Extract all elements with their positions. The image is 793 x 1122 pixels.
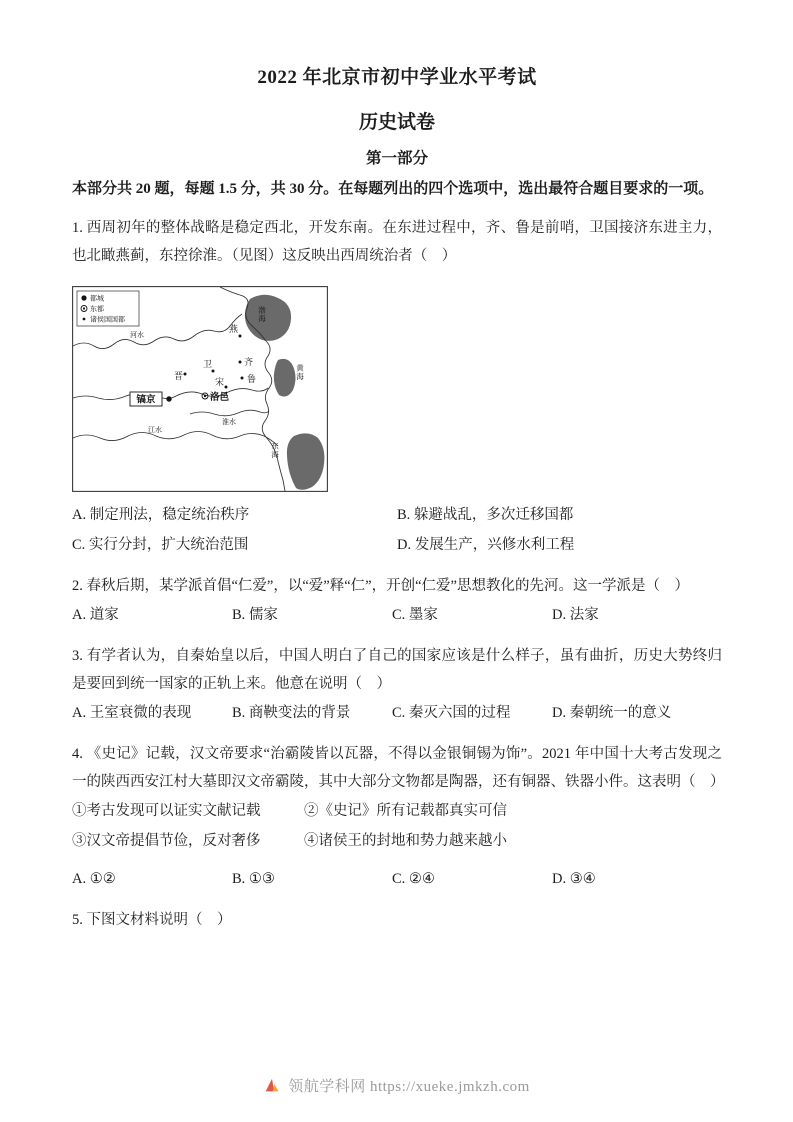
western-zhou-map: [72, 286, 722, 492]
question-2: [72, 572, 722, 630]
question-3-option-c: C. 秦灭六国的过程: [392, 705, 511, 721]
legend-capital-label: 都城: [90, 294, 104, 303]
question-4-option-c: C. ②④: [392, 871, 435, 887]
question-4: [72, 740, 725, 894]
huanghai-label: 黄海: [295, 364, 305, 381]
question-2-text: 2. 春秋后期，某学派首倡“仁爱”，以“爱”释“仁”，开创“仁爱”思想教化的先河。这一学派是（ ）: [72, 578, 689, 594]
question-5-text: 5. 下图文材料说明（ ）: [72, 912, 232, 928]
exam-subtitle: 历史试卷: [358, 112, 435, 133]
capital-symbol: [81, 295, 86, 300]
site-watermark-text[interactable]: 领航学科网 https://xueke.jmkzh.com: [288, 1079, 530, 1095]
question-1-text: 1. 西周初年的整体战略是稳定西北，开发东南。在东进过程中，齐、鲁是前哨，卫国接济东进主力，也北瞰燕蓟，东控徐淮。（见图）这反映出西周统治者（ ）: [72, 220, 722, 264]
bohai-label: 渤海: [257, 306, 267, 323]
yangtze-river-label: 江水: [148, 426, 162, 434]
question-4-statement-4: ④诸侯王的封地和势力越来越小: [304, 833, 507, 849]
question-4-statement-3: ③汉文帝提倡节俭，反对奢侈: [72, 833, 261, 849]
question-2-option-d: D. 法家: [552, 607, 599, 623]
map-legend: [77, 291, 139, 326]
qi-dot: [239, 361, 242, 364]
question-3-options: [72, 698, 722, 728]
jin-dot: [184, 373, 187, 376]
question-2-option-c: C. 墨家: [392, 607, 438, 623]
question-3-option-b: B. 商鞅变法的背景: [232, 705, 351, 721]
legend-vassal-label: 诸侯国国都: [90, 315, 125, 324]
question-4-option-a: A. ①②: [72, 871, 116, 887]
yellow-river-label: 河水: [130, 331, 144, 339]
map-image: [72, 286, 328, 492]
yan-label: 燕: [229, 324, 239, 334]
wei-label: 卫: [203, 359, 213, 369]
question-4-statement-2: ②《史记》所有记载都真实可信: [304, 803, 507, 819]
question-1: [72, 214, 722, 560]
luoyi-label: 洛邑: [210, 393, 230, 403]
wei-dot: [212, 370, 215, 373]
site-logo-icon: [263, 1077, 281, 1095]
lu-dot: [241, 377, 244, 380]
question-1-option-a: A. 制定刑法，稳定统治秩序: [72, 507, 250, 523]
question-3-text: 3. 有学者认为，自秦始皇以后，中国人明白了自己的国家应该是什么样子，虽有曲折，历史大势终归是要回到统一国家的正轨上来。他意在说明（ ）: [72, 648, 722, 692]
question-2-options: [72, 600, 722, 630]
question-4-statements: [72, 796, 722, 856]
lu-label: 鲁: [247, 374, 257, 384]
question-4-option-b: B. ①③: [232, 871, 275, 887]
question-4-statement-1: ①考古发现可以证实文献记载: [72, 803, 261, 819]
song-label: 宋: [215, 377, 225, 387]
qi-label: 齐: [244, 357, 254, 367]
yan-dot: [239, 335, 242, 338]
huai-river-label: 淮水: [222, 418, 236, 426]
donghai-label: 东海: [270, 442, 280, 459]
exam-title: 2022 年北京市初中学业水平考试: [257, 67, 537, 88]
question-5: [72, 906, 722, 934]
haojing-label: 镐京: [136, 395, 156, 406]
question-3-option-a: A. 王室衰微的表现: [72, 705, 192, 721]
legend-eastern-capital-label: 东都: [90, 305, 104, 313]
question-2-option-a: A. 道家: [72, 607, 119, 623]
vassal-capital-symbol: [83, 318, 86, 321]
section-instructions: 本部分共 20 题，每题 1.5 分，共 30 分。在每题列出的四个选项中，选出最符合题目要求的一项。: [72, 181, 714, 197]
question-2-option-b: B. 儒家: [232, 607, 278, 623]
song-dot: [225, 386, 228, 389]
question-4-text: 4. 《史记》记载，汉文帝要求“治霸陵皆以瓦器，不得以金银铜锡为饰”。2021 年中国十大考古发现之一的陕西西安江村大墓即汉文帝霸陵，其中大部分文物都是陶器，还有铜器、铁器小件。这表明（ ）: [72, 746, 725, 790]
jin-label: 晋: [174, 371, 184, 381]
eastern-capital-symbol-center: [83, 307, 85, 309]
site-watermark: [0, 1075, 793, 1096]
question-1-option-c: C. 实行分封，扩大统治范围: [72, 537, 249, 553]
question-1-option-b: B. 躲避战乱，多次迁移国都: [397, 507, 574, 523]
question-1-options: [72, 500, 722, 560]
haojing-dot: [166, 396, 171, 401]
question-3-option-d: D. 秦朝统一的意义: [552, 705, 672, 721]
question-3: [72, 642, 722, 728]
section-heading: 第一部分: [365, 150, 428, 167]
question-4-option-d: D. ③④: [552, 871, 596, 887]
question-1-option-d: D. 发展生产，兴修水利工程: [397, 537, 575, 553]
luoyi-symbol-center: [204, 395, 206, 397]
question-4-options: [72, 864, 722, 894]
